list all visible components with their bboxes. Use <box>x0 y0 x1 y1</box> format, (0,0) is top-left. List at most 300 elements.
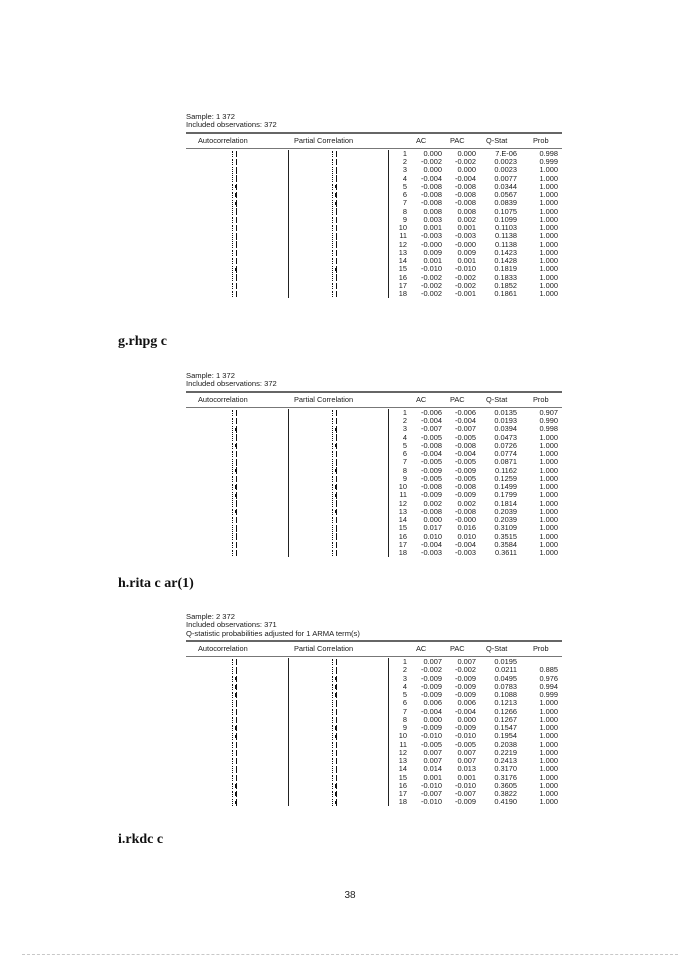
pac-value: -0.002 <box>455 272 476 282</box>
ac-zero-axis <box>236 217 237 223</box>
section-heading-3: i.rkdc c <box>118 832 164 847</box>
prob-value: 0.999 <box>539 690 558 700</box>
pac-band-mark <box>332 258 333 264</box>
pac-band-mark <box>332 192 333 198</box>
pac-band-mark <box>332 241 333 247</box>
qstat-value: 0.1162 <box>494 465 517 475</box>
prob-value: 1.000 <box>539 531 558 541</box>
ac-value: 0.007 <box>423 657 442 667</box>
pac-value: -0.005 <box>455 432 476 442</box>
pac-band-mark <box>332 676 333 682</box>
pac-band-mark <box>332 492 333 498</box>
pac-band-mark <box>332 167 333 173</box>
prob-value: 1.000 <box>539 280 558 290</box>
qstat-value: 0.0394 <box>494 424 517 434</box>
ac-band-mark <box>232 709 233 715</box>
lag-cell: 17 <box>398 280 407 290</box>
lag-cell: 9 <box>402 214 407 224</box>
pac-band-mark <box>332 758 333 764</box>
ac-zero-axis <box>236 291 237 297</box>
sample-range: Sample: 2 372 <box>186 612 235 621</box>
pac-value: -0.004 <box>455 706 476 716</box>
pac-band-mark <box>332 742 333 748</box>
qstat-value: 0.1423 <box>494 247 517 257</box>
ac-bar <box>236 251 237 254</box>
pac-band-mark <box>332 266 333 272</box>
ac-band-mark <box>232 167 233 173</box>
ac-value: 0.001 <box>423 256 442 266</box>
ac-zero-axis <box>236 542 237 548</box>
qstat-value: 0.0774 <box>494 449 517 459</box>
prob-value: 0.990 <box>539 416 558 426</box>
pac-zero-axis <box>336 175 337 181</box>
qstat-value: 0.3822 <box>494 789 517 799</box>
lag-cell: 1 <box>402 407 407 417</box>
lag-cell: 10 <box>398 731 407 741</box>
ac-value: -0.006 <box>421 407 442 417</box>
ac-bar <box>235 510 236 513</box>
prob-value: 1.000 <box>539 482 558 492</box>
pac-band-mark <box>332 410 333 416</box>
pac-zero-axis <box>336 192 337 198</box>
page-number: 38 <box>344 890 356 901</box>
ac-value: -0.004 <box>421 173 442 183</box>
lag-cell: 18 <box>398 289 407 299</box>
ac-zero-axis <box>236 451 237 457</box>
lag-cell: 3 <box>402 165 407 175</box>
pac-value: -0.009 <box>455 797 476 807</box>
lag-cell: 13 <box>398 247 407 257</box>
pac-zero-axis <box>336 159 337 165</box>
ac-zero-axis <box>236 266 237 272</box>
ac-band-mark <box>232 266 233 272</box>
pac-value: -0.004 <box>455 449 476 459</box>
ac-value: -0.007 <box>421 789 442 799</box>
pac-bar <box>335 735 336 738</box>
ac-zero-axis <box>236 192 237 198</box>
pac-zero-axis <box>336 459 337 465</box>
lag-cell: 11 <box>399 490 407 500</box>
ac-value: -0.003 <box>421 231 442 241</box>
prob-value: 1.000 <box>539 440 558 450</box>
ac-value: -0.002 <box>421 280 442 290</box>
pac-band-mark <box>332 692 333 698</box>
section-heading-1: g.rhpg c <box>118 334 167 349</box>
ac-zero-axis <box>236 459 237 465</box>
ac-value: -0.010 <box>421 731 442 741</box>
ac-zero-axis <box>236 274 237 280</box>
pac-band-mark <box>332 542 333 548</box>
qstat-value: 0.2219 <box>494 747 517 757</box>
ac-bar <box>235 693 236 696</box>
ac-bar <box>235 185 236 188</box>
pac-value: 0.007 <box>457 657 476 667</box>
ac-zero-axis <box>236 184 237 190</box>
ac-value: 0.001 <box>423 772 442 782</box>
ac-bar <box>236 768 237 771</box>
pac-band-mark <box>332 684 333 690</box>
prob-value: 1.000 <box>539 247 558 257</box>
pac-value: 0.001 <box>457 223 476 233</box>
pac-band-mark <box>332 291 333 297</box>
lag-cell: 7 <box>402 457 407 467</box>
prob-value: 1.000 <box>539 181 558 191</box>
col-header-qstat: Q-Stat <box>486 135 508 145</box>
ac-value: -0.000 <box>421 239 442 249</box>
col-header-prob: Prob <box>533 644 549 654</box>
pac-value: 0.001 <box>457 256 476 266</box>
pac-value: 0.000 <box>457 165 476 175</box>
ac-zero-axis <box>236 258 237 264</box>
pac-bar <box>336 527 337 530</box>
pac-band-mark <box>332 550 333 556</box>
ac-band-mark <box>232 274 233 280</box>
ac-zero-axis <box>236 692 237 698</box>
lag-cell: 16 <box>398 531 407 541</box>
ac-band-mark <box>232 509 233 515</box>
column-header-row <box>186 393 562 407</box>
ac-bar <box>235 202 236 205</box>
pac-value: -0.007 <box>455 789 476 799</box>
ac-value: -0.004 <box>421 539 442 549</box>
pac-value: 0.013 <box>457 764 476 774</box>
prob-value: 1.000 <box>539 449 558 459</box>
ac-zero-axis <box>236 775 237 781</box>
pac-bar <box>336 660 337 663</box>
ac-value: -0.009 <box>421 465 442 475</box>
lag-cell: 15 <box>398 523 407 533</box>
pac-value: -0.010 <box>455 264 476 274</box>
pac-bar <box>336 751 337 754</box>
ac-band-mark <box>232 667 233 673</box>
pac-value: -0.003 <box>455 548 476 558</box>
qstat-value: 0.1075 <box>494 206 517 216</box>
prob-value: 1.000 <box>539 465 558 475</box>
pac-band-mark <box>332 799 333 805</box>
pac-band-mark <box>332 418 333 424</box>
ac-bar <box>235 469 236 472</box>
qstat-value: 0.0077 <box>494 173 517 183</box>
pac-value: 0.009 <box>457 247 476 257</box>
ac-band-mark <box>232 258 233 264</box>
lag-cell: 6 <box>402 698 407 708</box>
correlogram-rows <box>186 658 562 807</box>
ac-value: -0.010 <box>421 264 442 274</box>
ac-value: -0.009 <box>421 723 442 733</box>
ac-bar <box>235 444 236 447</box>
lag-cell: 7 <box>402 198 407 208</box>
prob-value: 1.000 <box>539 506 558 516</box>
pac-value: -0.009 <box>455 490 476 500</box>
ac-value: -0.002 <box>421 289 442 299</box>
prob-value: 0.976 <box>539 673 558 683</box>
pac-band-mark <box>332 766 333 772</box>
ac-band-mark <box>232 151 233 157</box>
ac-bar <box>235 428 236 431</box>
prob-value: 1.000 <box>539 214 558 224</box>
pac-zero-axis <box>336 418 337 424</box>
pac-bar <box>335 726 336 729</box>
pac-value: -0.001 <box>455 289 476 299</box>
pac-bar <box>335 268 336 271</box>
ac-zero-axis <box>236 426 237 432</box>
qstat-value: 0.0783 <box>494 681 517 691</box>
pac-zero-axis <box>336 791 337 797</box>
prob-value: 1.000 <box>539 498 558 508</box>
pac-zero-axis <box>336 258 337 264</box>
ac-bar <box>236 751 237 754</box>
pac-zero-axis <box>336 233 337 239</box>
ac-band-mark <box>232 783 233 789</box>
ac-band-mark <box>232 467 233 473</box>
pac-band-mark <box>332 250 333 256</box>
ac-band-mark <box>232 418 233 424</box>
ac-value: 0.001 <box>423 223 442 233</box>
ac-zero-axis <box>236 550 237 556</box>
lag-cell: 3 <box>402 424 407 434</box>
prob-value: 1.000 <box>539 289 558 299</box>
lag-cell: 11 <box>399 739 407 749</box>
qstat-value: 0.0495 <box>494 673 517 683</box>
pac-band-mark <box>332 443 333 449</box>
qstat-value: 0.1267 <box>494 714 517 724</box>
pac-band-mark <box>332 775 333 781</box>
correlogram-rows <box>186 150 562 299</box>
pac-band-mark <box>332 709 333 715</box>
qstat-value: 0.1213 <box>494 698 517 708</box>
pac-zero-axis <box>336 799 337 805</box>
qstat-value: 0.0195 <box>494 657 517 667</box>
qstat-value: 0.1852 <box>494 280 517 290</box>
ac-band-mark <box>232 225 233 231</box>
qstat-value: 0.0473 <box>494 432 517 442</box>
ac-value: -0.009 <box>421 681 442 691</box>
pac-bar <box>335 693 336 696</box>
pac-band-mark <box>332 225 333 231</box>
lag-cell: 14 <box>398 764 407 774</box>
correlogram-row <box>186 549 562 557</box>
pac-bar <box>335 202 336 205</box>
ac-band-mark <box>232 517 233 523</box>
ac-zero-axis <box>236 684 237 690</box>
prob-value: 1.000 <box>539 539 558 549</box>
qstat-value: 0.0023 <box>494 157 517 167</box>
pac-band-mark <box>332 750 333 756</box>
ac-zero-axis <box>236 500 237 506</box>
ac-band-mark <box>232 700 233 706</box>
ac-value: -0.008 <box>421 440 442 450</box>
sample-range: Sample: 1 372 <box>186 371 235 380</box>
qstat-value: 0.3605 <box>494 780 517 790</box>
prob-value: 1.000 <box>539 198 558 208</box>
pac-value: -0.004 <box>455 539 476 549</box>
ac-band-mark <box>232 484 233 490</box>
pac-zero-axis <box>336 775 337 781</box>
section-heading-2: h.rita c ar(1) <box>118 576 194 591</box>
qstat-value: 0.3611 <box>494 548 517 558</box>
col-header-autocorrelation: Autocorrelation <box>198 394 248 404</box>
pac-band-mark <box>332 159 333 165</box>
pac-band-mark <box>332 725 333 731</box>
prob-value: 0.999 <box>539 157 558 167</box>
pac-value: 0.002 <box>457 214 476 224</box>
pac-band-mark <box>332 217 333 223</box>
pac-value: -0.009 <box>455 465 476 475</box>
ac-band-mark <box>232 742 233 748</box>
prob-value: 1.000 <box>539 714 558 724</box>
ac-zero-axis <box>236 742 237 748</box>
prob-value: 1.000 <box>539 789 558 799</box>
pac-zero-axis <box>336 434 337 440</box>
pac-zero-axis <box>336 151 337 157</box>
pac-value: 0.016 <box>457 523 476 533</box>
pac-zero-axis <box>336 709 337 715</box>
lag-cell: 2 <box>402 665 407 675</box>
ac-band-mark <box>232 291 233 297</box>
pac-band-mark <box>332 426 333 432</box>
ac-value: 0.003 <box>423 214 442 224</box>
prob-value: 1.000 <box>539 797 558 807</box>
ac-value: -0.008 <box>421 181 442 191</box>
pac-value: 0.010 <box>457 531 476 541</box>
ac-bar <box>235 268 236 271</box>
ac-zero-axis <box>236 233 237 239</box>
lag-cell: 12 <box>398 239 407 249</box>
lag-cell: 11 <box>399 231 407 241</box>
lag-cell: 16 <box>398 272 407 282</box>
pac-value: 0.007 <box>457 747 476 757</box>
qstat-value: 0.2038 <box>494 739 517 749</box>
pac-value: -0.009 <box>455 723 476 733</box>
pac-band-mark <box>332 700 333 706</box>
correlogram-rows <box>186 409 562 558</box>
pac-band-mark <box>332 659 333 665</box>
pac-bar <box>335 677 336 680</box>
pac-value: 0.007 <box>457 756 476 766</box>
ac-value: -0.008 <box>421 190 442 200</box>
ac-band-mark <box>232 492 233 498</box>
correlogram-block-2 <box>186 372 562 558</box>
pac-band-mark <box>332 274 333 280</box>
lag-cell: 7 <box>402 706 407 716</box>
col-header-ac: AC <box>416 135 427 145</box>
included-observations: Included observations: 372 <box>186 379 277 389</box>
pac-band-mark <box>332 451 333 457</box>
pac-band-mark <box>332 208 333 214</box>
ac-band-mark <box>232 525 233 531</box>
ac-bar <box>236 210 237 213</box>
ac-zero-axis <box>236 410 237 416</box>
ac-value: -0.002 <box>421 272 442 282</box>
pac-zero-axis <box>336 717 337 723</box>
qstat-value: 0.1833 <box>494 272 517 282</box>
pac-band-mark <box>332 467 333 473</box>
ac-bar <box>236 759 237 762</box>
pac-zero-axis <box>336 550 337 556</box>
pac-zero-axis <box>336 509 337 515</box>
ac-band-mark <box>232 175 233 181</box>
pac-value: -0.008 <box>455 440 476 450</box>
pac-value: -0.009 <box>455 673 476 683</box>
pac-value: -0.002 <box>455 665 476 675</box>
ac-band-mark <box>232 283 233 289</box>
ac-value: -0.009 <box>421 690 442 700</box>
ac-band-mark <box>232 184 233 190</box>
lag-cell: 10 <box>398 223 407 233</box>
ac-bar <box>235 685 236 688</box>
pac-band-mark <box>332 500 333 506</box>
lag-cell: 9 <box>402 473 407 483</box>
ac-bar <box>235 494 236 497</box>
ac-value: -0.002 <box>421 665 442 675</box>
pac-zero-axis <box>336 692 337 698</box>
ac-bar <box>235 784 236 787</box>
pac-value: -0.008 <box>455 181 476 191</box>
ac-band-mark <box>232 550 233 556</box>
prob-value: 1.000 <box>539 173 558 183</box>
ac-band-mark <box>232 476 233 482</box>
correlogram-block-1 <box>186 113 562 299</box>
ac-zero-axis <box>236 709 237 715</box>
pac-value: -0.008 <box>455 198 476 208</box>
pac-bar <box>336 768 337 771</box>
pac-zero-axis <box>336 241 337 247</box>
ac-value: -0.008 <box>421 198 442 208</box>
prob-value: 1.000 <box>539 264 558 274</box>
prob-value: 1.000 <box>539 756 558 766</box>
prob-value: 1.000 <box>539 231 558 241</box>
ac-bar <box>236 660 237 663</box>
qstat-value: 7.E-06 <box>495 148 517 158</box>
ac-value: -0.008 <box>421 506 442 516</box>
lag-cell: 5 <box>402 690 407 700</box>
ac-band-mark <box>232 192 233 198</box>
included-observations: Included observations: 371 <box>186 620 277 630</box>
pac-zero-axis <box>336 291 337 297</box>
qstat-value: 0.3170 <box>494 764 517 774</box>
ac-zero-axis <box>236 175 237 181</box>
qstat-value: 0.2039 <box>494 506 517 516</box>
ac-zero-axis <box>236 476 237 482</box>
prob-value: 1.000 <box>539 239 558 249</box>
qstat-adjustment-note: Q-statistic probabilities adjusted for 1 ARMA term(s) <box>186 628 360 638</box>
ac-bar <box>235 735 236 738</box>
prob-value: 1.000 <box>539 548 558 558</box>
pac-value: -0.005 <box>455 739 476 749</box>
prob-value: 1.000 <box>539 772 558 782</box>
ac-band-mark <box>232 799 233 805</box>
lag-cell: 12 <box>398 498 407 508</box>
ac-bar <box>236 535 237 538</box>
lag-cell: 13 <box>398 506 407 516</box>
prob-value: 1.000 <box>539 698 558 708</box>
qstat-value: 0.1103 <box>494 223 517 233</box>
ac-band-mark <box>232 775 233 781</box>
qstat-value: 0.0211 <box>494 665 517 675</box>
ac-zero-axis <box>236 467 237 473</box>
pac-bar <box>335 193 336 196</box>
ac-band-mark <box>232 241 233 247</box>
ac-zero-axis <box>236 667 237 673</box>
correlogram-grid <box>186 149 562 299</box>
lag-cell: 13 <box>398 756 407 766</box>
ac-zero-axis <box>236 484 237 490</box>
ac-value: 0.007 <box>423 747 442 757</box>
qstat-value: 0.3109 <box>494 523 517 533</box>
pac-value: -0.010 <box>455 780 476 790</box>
prob-value: 0.998 <box>539 424 558 434</box>
pac-value: 0.001 <box>457 772 476 782</box>
